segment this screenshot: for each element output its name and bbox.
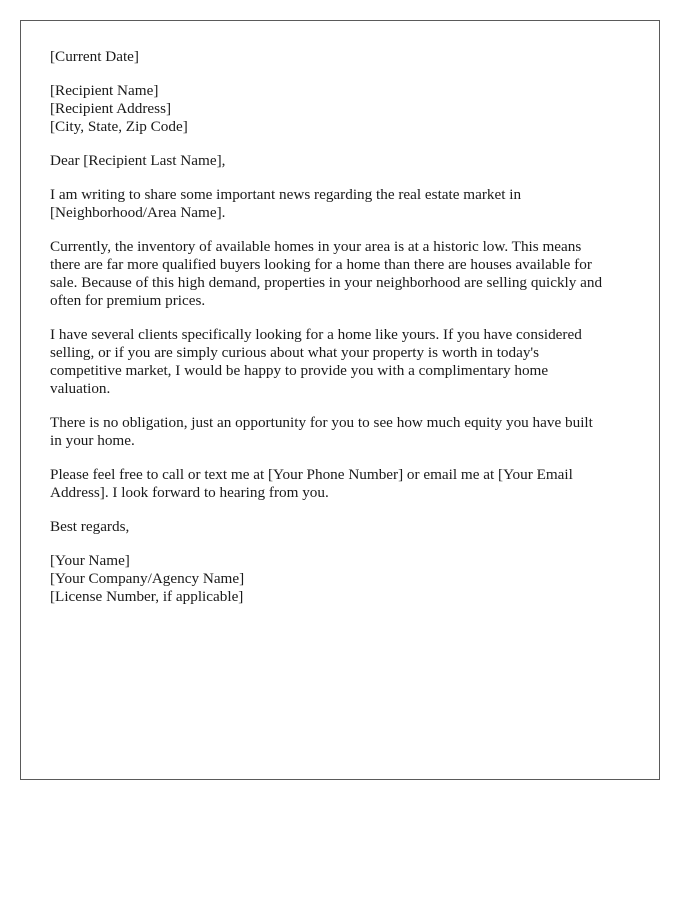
signature-company: [Your Company/Agency Name] bbox=[50, 570, 245, 587]
paragraph-line: Please feel free to call or text me at [Your Phone Number] or email me at [Your Email bbox=[50, 466, 573, 483]
paragraph-line: often for premium prices. bbox=[50, 292, 206, 309]
paragraph-line: I am writing to share some important news regarding the real estate market in bbox=[50, 186, 522, 203]
closing: Best regards, bbox=[50, 518, 130, 535]
signature-name: [Your Name] bbox=[50, 552, 130, 569]
paragraph-line: [Neighborhood/Area Name]. bbox=[50, 204, 226, 221]
salutation-block bbox=[50, 152, 646, 170]
letter-body bbox=[50, 48, 646, 622]
paragraph-line: in your home. bbox=[50, 432, 135, 449]
paragraph-line: Currently, the inventory of available homes in your area is at a historic low. This means bbox=[50, 238, 582, 255]
closing-block bbox=[50, 518, 646, 536]
recipient-address: [Recipient Address] bbox=[50, 100, 172, 117]
paragraph-line: selling, or if you are simply curious about what your property is worth in today's bbox=[50, 344, 540, 361]
paragraph-line: sale. Because of this high demand, properties in your neighborhood are selling quickly and bbox=[50, 274, 603, 291]
signature-block bbox=[50, 552, 646, 606]
paragraph-inventory bbox=[50, 238, 646, 310]
signature-license: [License Number, if applicable] bbox=[50, 588, 244, 605]
recipient-block bbox=[50, 82, 646, 136]
paragraph-line: valuation. bbox=[50, 380, 111, 397]
paragraph-line: there are far more qualified buyers looking for a home than there are houses available for bbox=[50, 256, 592, 273]
letter-date: [Current Date] bbox=[50, 48, 139, 65]
paragraph-obligation bbox=[50, 414, 646, 450]
recipient-city-state-zip: [City, State, Zip Code] bbox=[50, 118, 188, 135]
salutation: Dear [Recipient Last Name], bbox=[50, 152, 226, 169]
paragraph-line: There is no obligation, just an opportunity for you to see how much equity you have built bbox=[50, 414, 593, 431]
date-block bbox=[50, 48, 646, 66]
paragraph-line: Address]. I look forward to hearing from you. bbox=[50, 484, 329, 501]
paragraph-line: I have several clients specifically looking for a home like yours. If you have considered bbox=[50, 326, 582, 343]
paragraph-intro bbox=[50, 186, 646, 222]
letter-page bbox=[20, 20, 660, 780]
paragraph-contact bbox=[50, 466, 646, 502]
paragraph-clients bbox=[50, 326, 646, 398]
recipient-name: [Recipient Name] bbox=[50, 82, 159, 99]
paragraph-line: competitive market, I would be happy to provide you with a complimentary home bbox=[50, 362, 549, 379]
